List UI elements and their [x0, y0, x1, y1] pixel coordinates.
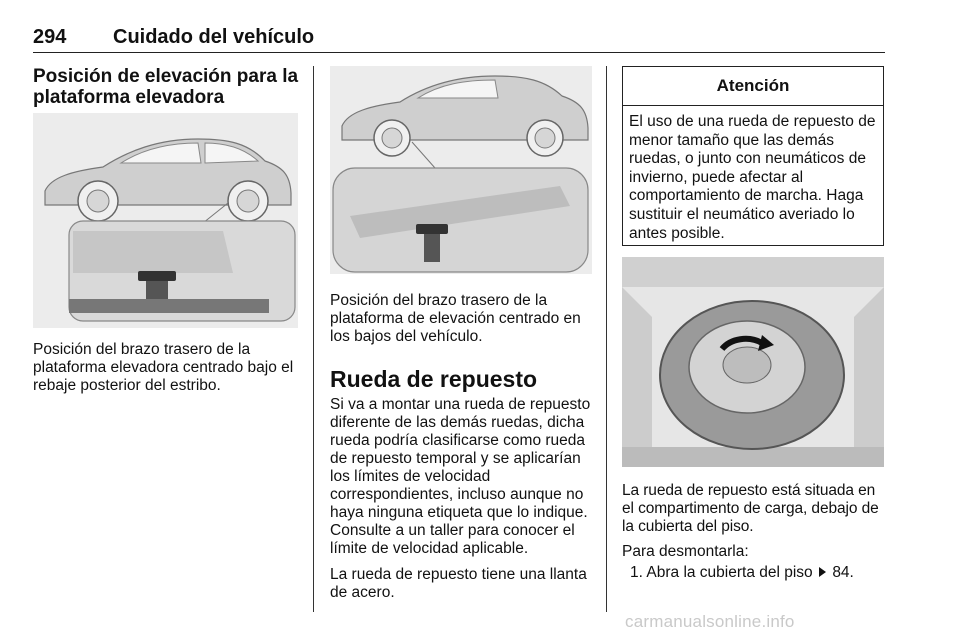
page-number: 294 — [33, 26, 67, 48]
attention-box — [622, 66, 884, 246]
lift-position-side-illustration — [33, 113, 298, 328]
spare-wheel-location-caption: La rueda de repuesto está situada en el compartimento de carga, debajo de la cubierta del piso. — [622, 482, 879, 535]
underbody-position-caption: Posición del brazo trasero de la plataforma de elevación centrado en los bajos del vehículo. — [330, 292, 581, 345]
section-heading-lift-position: Posición de elevación para la plataforma elevadora — [33, 66, 299, 108]
watermark: carmanualsonline.info — [625, 612, 795, 631]
step-text: Abra la cubierta del piso — [646, 564, 813, 581]
page-header — [33, 24, 885, 53]
steel-rim-paragraph: La rueda de repuesto tiene una llanta de acero. — [330, 566, 587, 601]
lift-position-underbody-illustration — [330, 66, 592, 274]
reference-arrow-icon — [819, 567, 826, 577]
lift-position-caption: Posición del brazo trasero de la plataforma elevadora centrado bajo el rebaje posterior del estribo. — [33, 341, 294, 394]
column-divider — [606, 66, 607, 612]
spare-wheel-trunk-illustration — [622, 257, 884, 467]
spare-wheel-heading: Rueda de repuesto — [330, 366, 538, 392]
page-reference-link[interactable]: 84. — [832, 564, 854, 581]
attention-title: Atención — [623, 67, 883, 106]
step-number: 1. — [630, 564, 643, 581]
chapter-title: Cuidado del vehículo — [113, 26, 315, 48]
column-divider — [313, 66, 314, 612]
removal-step-1 — [630, 564, 885, 582]
spare-wheel-paragraph: Si va a montar una rueda de repuesto diferente de las demás ruedas, dicha rueda podría clasificarse como rueda de repuesto temporal y se aplicarían los límites de velocidad correspondientes, incluso aunque no haya ninguna etiqueta que lo indique. Consulte a un taller para conocer el límite de velocidad aplicable. — [330, 396, 591, 557]
attention-text: El uso de una rueda de repuesto de menor tamaño que las demás ruedas, o junto con neumáticos de invierno, puede afectar al comportamiento de marcha. Haga sustituir el neumático averiado lo antes posible. — [629, 113, 876, 242]
removal-intro: Para desmontarla: — [622, 543, 749, 560]
